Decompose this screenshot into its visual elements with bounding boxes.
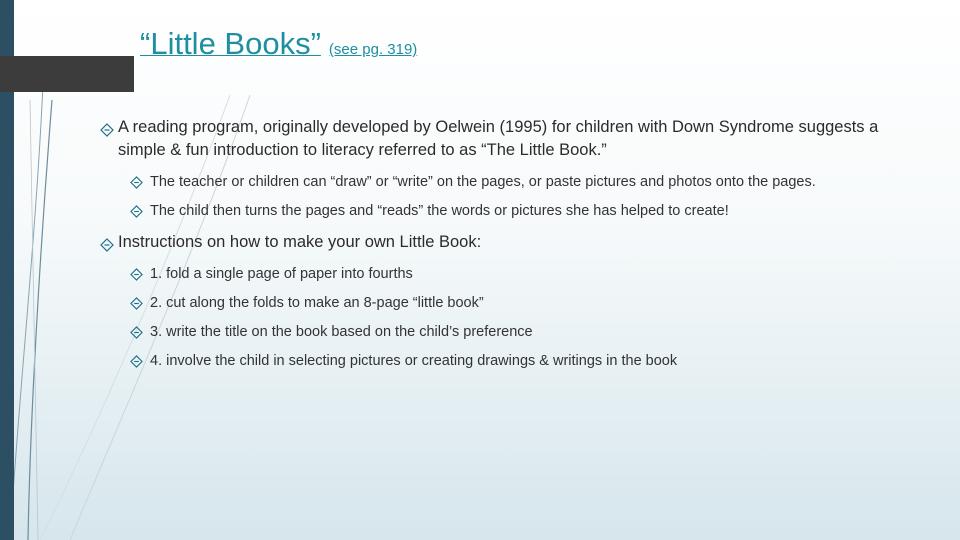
sub-bullet-item [100,294,920,312]
sub-bullet-text: 2. cut along the folds to make an 8-page “little book” [150,295,484,311]
bullet-text: A reading program, originally developed by Oelwein (1995) for children with Down Syndrome suggests a simple & fun introduction to literacy referred to as “The Little Book.” [118,118,879,159]
slide-title [140,26,417,62]
title-main: “Little Books” [140,26,321,61]
bullet-item [100,231,920,254]
diamond-bullet-icon [100,121,114,135]
diamond-bullet-icon [130,205,143,218]
bullet-list [100,116,920,381]
bullet-text: Instructions on how to make your own Little Book: [118,233,482,251]
title-note: (see pg. 319) [328,41,418,58]
diamond-bullet-icon [130,176,143,189]
diamond-bullet-icon [130,355,143,368]
diamond-bullet-icon [130,297,143,310]
sub-bullet-text: 3. write the title on the book based on the child’s preference [150,324,533,340]
sub-bullet-item [100,265,920,283]
sub-bullet-item [100,352,920,370]
sub-bullet-text: 1. fold a single page of paper into fourths [150,266,413,282]
sub-bullet-text: The teacher or children can “draw” or “write” on the pages, or paste pictures and photos onto the pages. [150,174,816,190]
sub-bullet-item [100,323,920,341]
diamond-bullet-icon [130,326,143,339]
left-accent-tab [0,56,134,92]
sub-bullet-text: The child then turns the pages and “reads” the words or pictures she has helped to create! [150,203,729,219]
sub-bullet-item [100,173,920,191]
bullet-item [100,116,920,162]
sub-bullet-text: 4. involve the child in selecting pictures or creating drawings & writings in the book [150,353,678,369]
diamond-bullet-icon [100,236,114,250]
sub-bullet-item [100,202,920,220]
diamond-bullet-icon [130,268,143,281]
